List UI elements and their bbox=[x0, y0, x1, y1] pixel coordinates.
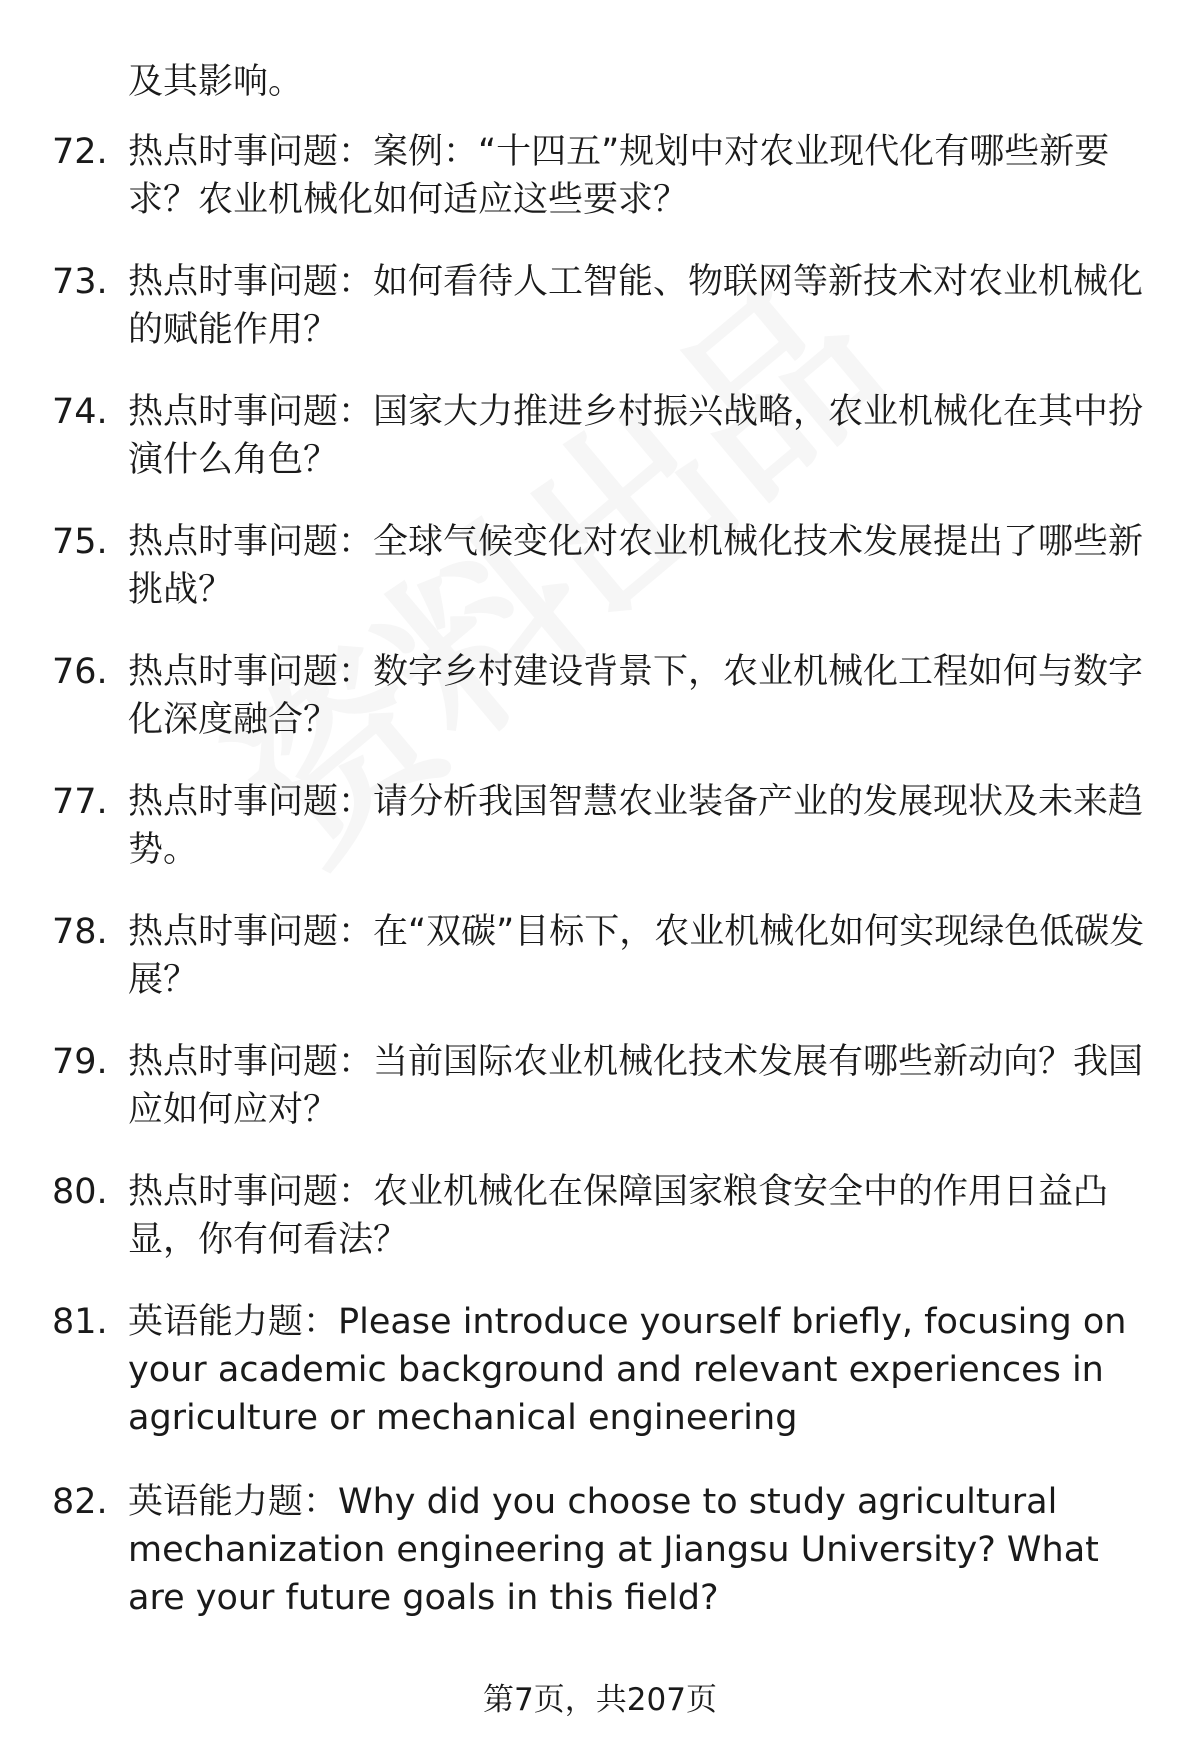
question-item bbox=[52, 128, 1162, 224]
question-text: 热点时事问题：国家大力推进乡村振兴战略，农业机械化在其中扮演什么角色？ bbox=[128, 392, 1144, 480]
continued-question-text: 及其影响。 bbox=[128, 62, 304, 102]
question-text: 热点时事问题：案例：“十四五”规划中对农业现代化有哪些新要求？农业机械化如何适应这些要求？ bbox=[128, 132, 1110, 220]
question-number: 75. bbox=[52, 522, 108, 562]
question-number: 77. bbox=[52, 782, 108, 822]
question-number: 79. bbox=[52, 1042, 108, 1082]
question-number: 76. bbox=[52, 652, 108, 692]
question-text: 热点时事问题：数字乡村建设背景下，农业机械化工程如何与数字化深度融合？ bbox=[128, 652, 1144, 740]
question-text: 英语能力题：Please introduce yourself briefly, focusing on your academic background and relevant experiences in agriculture or mechanical engineering bbox=[128, 1302, 1127, 1438]
question-item bbox=[52, 778, 1162, 874]
question-item bbox=[52, 1168, 1162, 1264]
question-text: 热点时事问题：全球气候变化对农业机械化技术发展提出了哪些新挑战？ bbox=[128, 522, 1144, 610]
question-number: 73. bbox=[52, 262, 108, 302]
question-text: 热点时事问题：当前国际农业机械化技术发展有哪些新动向？我国应如何应对？ bbox=[128, 1042, 1144, 1130]
question-number: 82. bbox=[52, 1482, 108, 1522]
question-item bbox=[52, 258, 1162, 354]
question-text: 热点时事问题：如何看待人工智能、物联网等新技术对农业机械化的赋能作用？ bbox=[128, 262, 1144, 350]
question-number: 74. bbox=[52, 392, 108, 432]
question-item bbox=[52, 1038, 1162, 1134]
question-number: 81. bbox=[52, 1302, 108, 1342]
question-text: 热点时事问题：农业机械化在保障国家粮食安全中的作用日益凸显，你有何看法？ bbox=[128, 1172, 1109, 1260]
question-number: 78. bbox=[52, 912, 108, 952]
question-item bbox=[52, 908, 1162, 1004]
question-item bbox=[52, 518, 1162, 614]
question-item bbox=[52, 1478, 1162, 1622]
question-text: 英语能力题：Why did you choose to study agricultural mechanization engineering at Jiangsu University? What are your future goals in this field? bbox=[128, 1482, 1099, 1618]
question-number: 72. bbox=[52, 132, 108, 172]
page-number-footer: 第7页，共207页 bbox=[483, 1682, 717, 1718]
question-number: 80. bbox=[52, 1172, 108, 1212]
question-item bbox=[52, 1298, 1162, 1442]
question-text: 热点时事问题：在“双碳”目标下，农业机械化如何实现绿色低碳发展？ bbox=[128, 912, 1145, 1000]
question-item bbox=[52, 388, 1162, 484]
question-item bbox=[52, 648, 1162, 744]
question-text: 热点时事问题：请分析我国智慧农业装备产业的发展现状及未来趋势。 bbox=[128, 782, 1144, 870]
